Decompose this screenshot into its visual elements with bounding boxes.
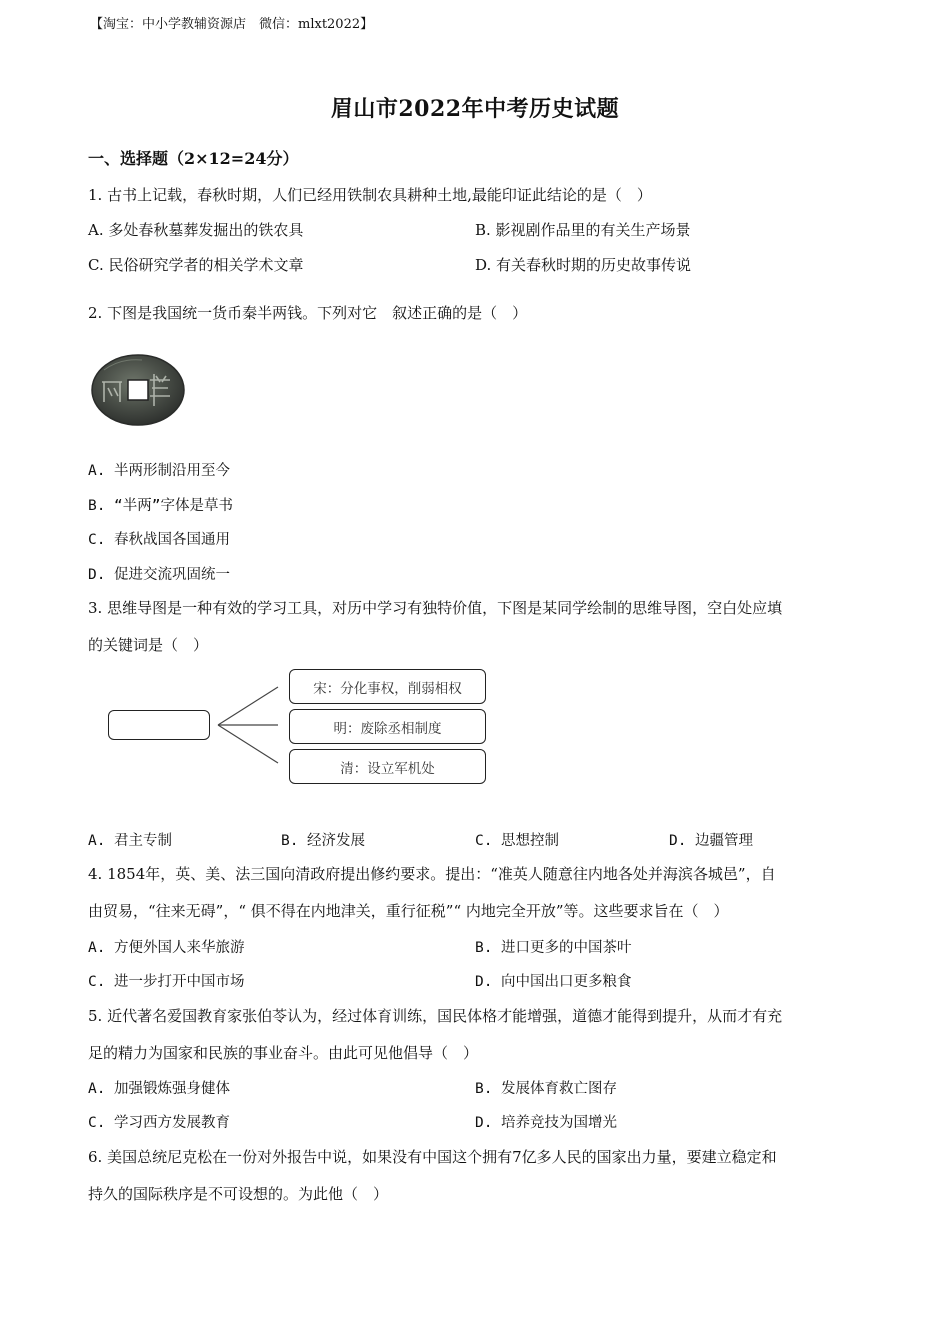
question-3-option-d [669,829,753,850]
option-text: 发展体育救亡图存 [501,1081,617,1097]
option-text: 向中国出口更多粮食 [501,974,632,990]
option-text: 思想控制 [501,833,559,849]
question-3-option-b [281,829,365,850]
mind-map-node-song: 宋：分化事权，削弱相权 [289,669,486,704]
option-text: 半两形制沿用至今 [114,463,230,479]
question-4-stem-line2: 由贸易，“往来无碍”，“ 俱不得在内地津关，重行征税”“ 内地完全开放”等。这些要求旨在（ ） [88,902,729,920]
option-letter: D. [475,1115,493,1131]
option-letter: D. [669,833,687,849]
option-letter: A. [88,463,106,479]
option-text: 进一步打开中国市场 [114,974,245,990]
question-5-option-d [475,1111,617,1132]
option-text: 春秋战国各国通用 [114,532,230,548]
option-text: 方便外国人来华旅游 [114,940,245,956]
option-text: “半两”字体是草书 [114,498,233,514]
question-5-option-a [88,1077,230,1098]
question-4-option-b [475,936,632,957]
option-letter: B. [475,1081,493,1097]
option-letter: B. [88,498,106,514]
question-1-option-b: B. 影视剧作品里的有关生产场景 [475,221,691,239]
mind-map-node-qing: 清：设立军机处 [289,749,486,784]
question-5-option-b [475,1077,617,1098]
option-letter: A. [88,1081,106,1097]
option-text: 边疆管理 [695,833,753,849]
option-text: 君主专制 [114,833,172,849]
option-text: 促进交流巩固统一 [114,567,230,583]
question-3-option-c [475,829,559,850]
question-2-option-a [88,459,230,480]
option-letter: C. [88,1115,106,1131]
mind-map-node-ming: 明：废除丞相制度 [289,709,486,744]
question-5-option-c [88,1111,230,1132]
question-6-stem-line1: 6. 美国总统尼克松在一份对外报告中说，如果没有中国这个拥有7亿多人民的国家出力量，要建立稳定和 [88,1148,777,1166]
exam-title: 眉山市2022年中考历史试题 [330,96,620,122]
option-letter: C. [88,532,106,548]
option-letter: A. [88,940,106,956]
question-4-option-a [88,936,245,957]
question-3-stem-line1: 3. 思维导图是一种有效的学习工具，对历中学习有独特价值，下图是某同学绘制的思维导图，空白处应填 [88,599,783,617]
question-4-option-d [475,970,632,991]
option-text: 经济发展 [307,833,365,849]
option-letter: D. [88,567,106,583]
option-letter: D. [475,974,493,990]
section-heading: 一、选择题（2×12=24分） [88,149,299,168]
page-header: 【淘宝：中小学教辅资源店 微信：mlxt2022】 [90,17,374,32]
question-2-option-d [88,563,230,584]
question-4-stem-line1: 4. 1854年，英、美、法三国向清政府提出修约要求。提出：“准英人随意往内地各处并海滨各城邑”，自 [88,865,776,883]
option-letter: A. [88,833,106,849]
question-5-stem-line1: 5. 近代著名爱国教育家张伯苓认为，经过体育训练，国民体格才能增强，道德才能得到提升，从而才有充 [88,1007,783,1025]
question-5-stem-line2: 足的精力为国家和民族的事业奋斗。由此可见他倡导（ ） [88,1044,479,1062]
question-1-option-a: A. 多处春秋墓葬发掘出的铁农具 [88,221,304,239]
question-4-option-c [88,970,245,991]
question-6-stem-line2: 持久的国际秩序是不可设想的。为此他（ ） [88,1185,389,1203]
option-text: 培养竞技为国增光 [501,1115,617,1131]
question-2-stem: 2. 下图是我国统一货币秦半两钱。下列对它 叙述正确的是（ ） [88,304,528,322]
option-text: 学习西方发展教育 [114,1115,230,1131]
question-2-option-c [88,528,230,549]
mind-map [100,660,500,790]
coin-image [90,350,190,430]
question-2-option-b [88,494,233,515]
option-text: 加强锻炼强身健体 [114,1081,230,1097]
question-1-stem: 1. 古书上记载，春秋时期，人们已经用铁制农具耕种土地,最能印证此结论的是（ ） [88,186,652,204]
question-1-option-d: D. 有关春秋时期的历史故事传说 [475,256,692,274]
option-letter: C. [88,974,106,990]
option-letter: B. [281,833,299,849]
question-3-option-a [88,829,172,850]
mind-map-blank-box [108,710,210,740]
option-letter: C. [475,833,493,849]
option-text: 进口更多的中国茶叶 [501,940,632,956]
option-letter: B. [475,940,493,956]
question-3-stem-line2: 的关键词是（ ） [88,636,209,654]
question-1-option-c: C. 民俗研究学者的相关学术文章 [88,256,304,274]
